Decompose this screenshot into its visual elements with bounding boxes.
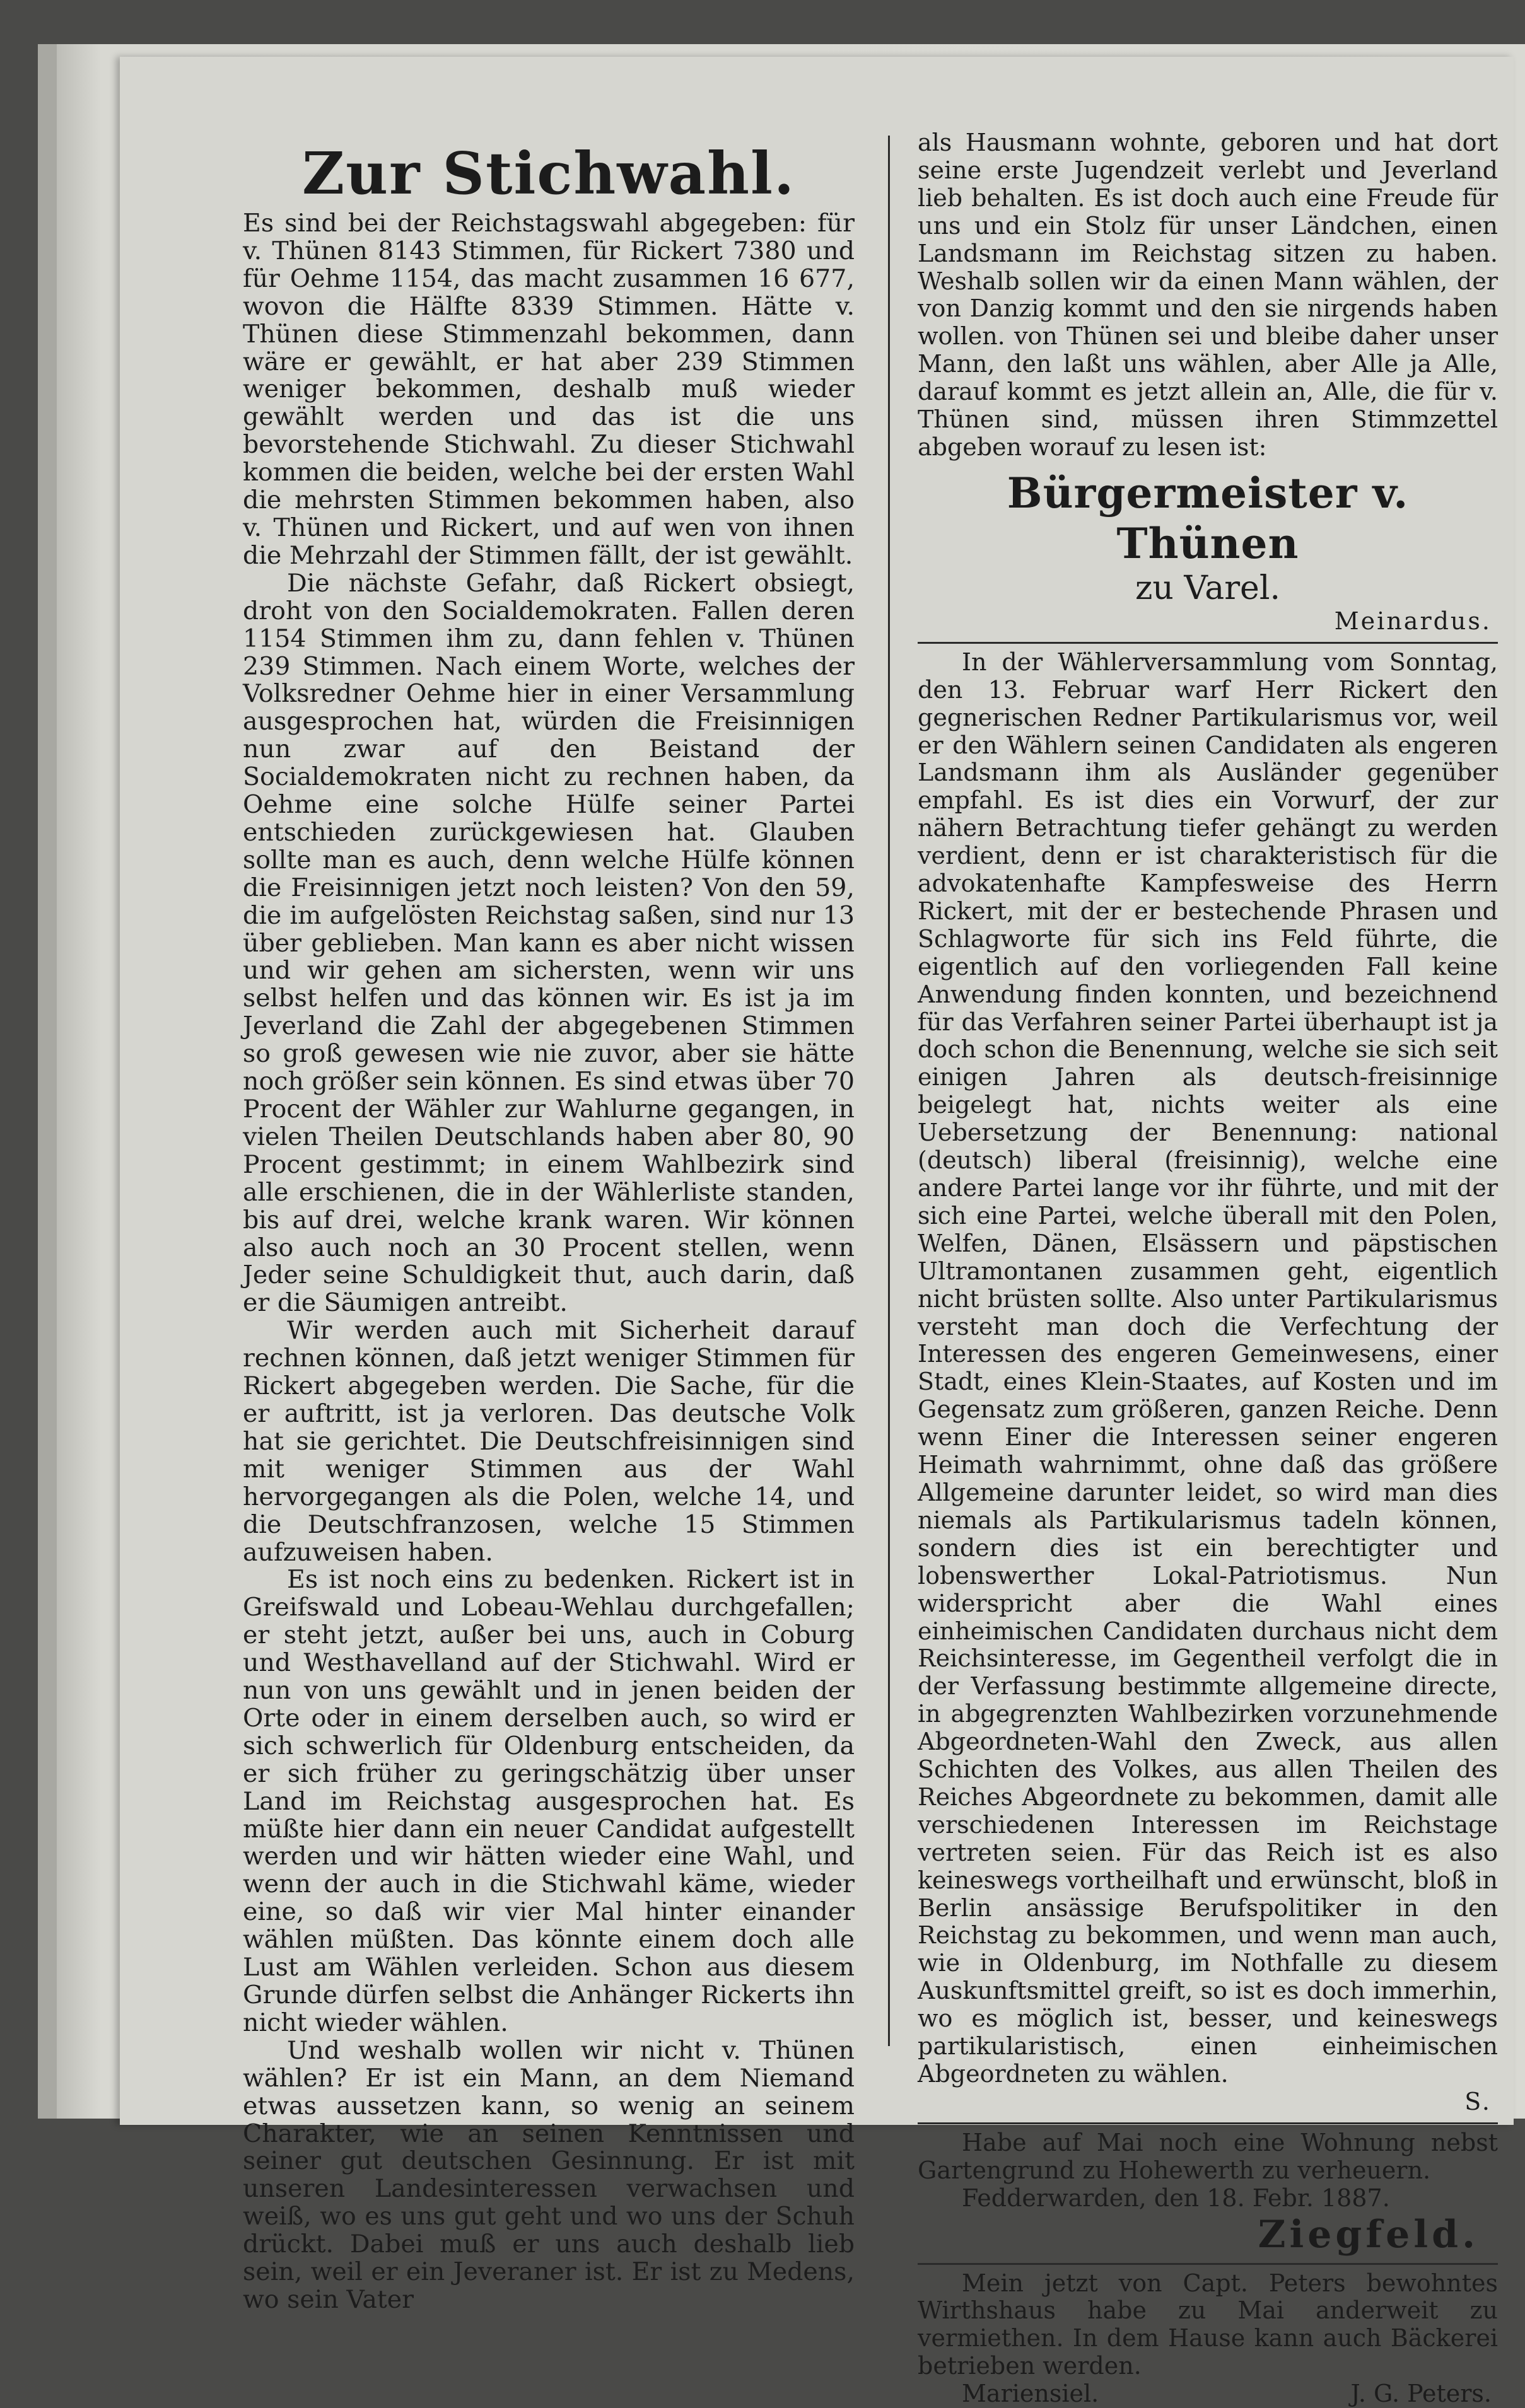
left-column — [243, 129, 855, 2314]
inn-ad-place: Mariensiel. — [962, 2380, 1099, 2408]
candidate-name: Bürgermeister v. Thünen — [1007, 468, 1409, 568]
separator-rule — [918, 642, 1498, 644]
article-paragraph: Es ist noch eins zu bedenken. Rickert ist in Greifswald und Lobeau-Wehlau durchgefallen; er steht jetzt, außer bei uns, auch in Coburg und Westhavelland auf der Stichwahl. Wird er nun von uns gewählt und in jenen beiden der Orte oder in einem derselben auch, so wird er sich schwerlich für Oldenburg entscheiden, da er sich früher zu geringschätzig über unser Land im Reichstag ausgesprochen hat. Es müßte hier dann ein neuer Candidat aufgestellt werden und wir hätten wieder eine Wahl, und wenn der auch in die Stichwahl käme, wieder eine, so daß wir vier Mal hinter einander wählen müßten. Das könnte einem doch alle Lust am Wählen verleiden. Schon aus diesem Grunde dürfen selbst die Anhänger Rickerts ihn nicht wieder wählen. — [243, 1565, 855, 2037]
candidate-place: zu Varel. — [1135, 569, 1280, 607]
article-paragraph: Es sind bei der Reichstagswahl abgegeben: für v. Thünen 8143 Stimmen, für Rickert 7380 und für Oehme 1154, das macht zusammen 16 677, wovon die Hälfte 8339 Stimmen. Hätte v. Thünen diese Stimmenzahl bekommen, dann wäre er gewählt, er hat aber 239 Stimmen weniger bekommen, deshalb muß wieder gewählt werden und das ist die uns bevorstehende Stichwahl. Zu dieser Stichwahl kommen die beiden, welche bei der ersten Wahl die mehrsten Stimmen bekommen haben, also v. Thünen und Rickert, und auf wen von ihnen die Mehrzahl der Stimmen fällt, der ist gewählt. — [243, 209, 855, 570]
article-signature: Meinardus. — [1334, 607, 1492, 635]
second-article-text: In der Wählerversammlung vom Sonntag, den 13. Februar warf Herr Rickert den gegnerischen Redner Partikularismus vor, weil er den Wählern seinen Candidaten als engeren Landsmann ihm als Ausländer gegenüber empfahl. Es ist dies ein Vorwurf, der zur nähern Betrachtung tiefer gehängt zu werden verdient, denn er ist charakteristisch für die advokatenhafte Kampfesweise des Herrn Rickert, mit der er bestechende Phrasen und Schlagworte für sich ins Feld führte, die eigentlich auf den vorliegenden Fall keine Anwendung finden konnten, und bezeichnend für das Verfahren seiner Partei überhaupt ist ja doch schon die Benennung, welche sie sich seit einigen Jahren als deutsch-freisinnige beigelegt hat, nichts weiter als eine Uebersetzung der Benennung: national (deutsch) liberal (freisinnig), welche eine andere Partei lange vor ihr führte, und mit der sich eine Partei, welche überall mit den Polen, Welfen, Dänen, Elsässern und päpstischen Ultramontanen zusammen geht, eigentlich nicht brüsten sollte. Also unter Partikularismus versteht man doch die Verfechtung der Interessen des engeren Gemeinwesens, einer Stadt, eines Klein-Staates, auf Kosten und im Gegensatz zum größeren, ganzen Reiche. Denn wenn Einer die Interessen seiner engeren Heimath wahrnimmt, ohne daß das größere Allgemeine darunter leidet, so wird man dies niemals als Partikularismus tadeln können, sondern dies ist ein berechtigter und lobenswerther Lokal-Patriotismus. Nun widerspricht aber die Wahl eines einheimischen Candidaten durchaus nicht dem Reichsinteresse, im Gegentheil verfolgt die in der Verfassung bestimmte allgemeine directe, in abgegrenzten Wahlbezirken vorzunehmende Abgeordneten-Wahl den Zweck, aus allen Schichten des Volkes, aus allen Theilen des Reiches Abgeordnete zu bekommen, damit alle verschiedenen Interessen im Reichstage vertreten seien. Für das Reich ist es also keineswegs vortheilhaft und erwünscht, bloß in Berlin ansässige Berufspolitiker in den Reichstag zu bekommen, und wenn man auch, wie in Oldenburg, im Nothfalle zu diesem Auskunftsmittel greift, so ist es doch immerhin, wo es möglich ist, besser, und keineswegs partikularistisch, einen einheimischen Abgeordneten zu wählen. — [918, 648, 1498, 2088]
article-paragraph: Wir werden auch mit Sicherheit darauf rechnen können, daß jetzt weniger Stimmen für Rickert abgegeben werden. Die Sache, für die er auftritt, ist ja verloren. Das deutsche Volk hat sie gerichtet. Die Deutschfreisinnigen sind mit weniger Stimmen aus der Wahl hervorgegangen als die Polen, welche 14, und die Deutschfranzosen, welche 15 Stimmen aufzuweisen haben. — [243, 1316, 855, 1567]
article-paragraph: Und weshalb wollen wir nicht v. Thünen wählen? Er ist ein Mann, an dem Niemand etwas aussetzen kann, so wenig an seinem Charakter, wie an seinen Kenntnissen und seiner gut deutschen Gesinnung. Er ist mit unseren Landesinteressen verwachsen und weiß, wo es uns gut geht und wo uns der Schuh drückt. Dabei muß er uns auch deshalb lieb sein, weil er ein Jeveraner ist. Er ist zu Medens, wo sein Vater — [243, 2035, 855, 2314]
inn-ad-footer — [918, 2380, 1498, 2408]
apartment-ad-dateline: Fedderwarden, den 18. Febr. 1887. — [962, 2184, 1390, 2212]
apartment-ad-text: Habe auf Mai noch eine Wohnung nebst Gartengrund zu Hohewerth zu verheuern. — [918, 2128, 1498, 2184]
inn-ad-signature: J. G. Peters. — [1350, 2380, 1492, 2408]
right-column — [918, 129, 1498, 2408]
article-headline: Zur Stichwahl. — [301, 139, 795, 207]
column-rule — [888, 136, 890, 2046]
separator-rule — [918, 2122, 1498, 2124]
apartment-ad-signature: Ziegfeld. — [1258, 2212, 1479, 2257]
separator-rule — [918, 2263, 1498, 2265]
article-paragraph: Die nächste Gefahr, daß Rickert obsiegt, droht von den Socialdemokraten. Fallen deren 1154 Stimmen ihm zu, dann fehlen v. Thünen 239 Stimmen. Nach einem Worte, welches der Volksredner Oehme hier in einer Versammlung ausgesprochen hat, würden die Freisinnigen nun zwar auf den Beistand der Socialdemokraten nicht zu rechnen haben, da Oehme eine solche Hülfe seiner Partei entschieden zurückgewiesen hat. Glauben sollte man es auch, denn welche Hülfe können die Freisinnigen jetzt noch leisten? Von den 59, die im aufgelösten Reichstag saßen, sind nur 13 über geblieben. Man kann es aber nicht wissen und wir gehen am sichersten, wenn wir uns selbst helfen und das können wir. Es ist ja im Jeverland die Zahl der abgegebenen Stimmen so groß gewesen wie nie zuvor, aber sie hätte noch größer sein können. Es sind etwas über 70 Procent der Wähler zur Wahlurne gegangen, in vielen Theilen Deutschlands haben aber 80, 90 Procent gestimmt; in einem Wahlbezirk sind alle erschienen, die in der Wählerliste standen, bis auf drei, welche krank waren. Wir können also auch noch an 30 Procent stellen, wenn Jeder seine Schuldigkeit thut, auch darin, daß er die Säumigen antreibt. — [243, 568, 855, 1318]
second-article-signature: S. — [1464, 2087, 1492, 2115]
article-continuation: als Hausmann wohnte, geboren und hat dort seine erste Jugendzeit verlebt und Jeverland lieb behalten. Es ist doch auch eine Freude für uns und ein Stolz für unser Ländchen, einen Landsmann im Reichstag sitzen zu haben. Weshalb sollen wir da einen Mann wählen, der von Danzig kommt und den sie nirgends haben wollen. von Thünen sei und bleibe daher unser Mann, den laßt uns wählen, aber Alle ja Alle, darauf kommt es jetzt allein an, Alle, die für v. Thünen sind, müssen ihren Stimmzettel abgeben worauf zu lesen ist: — [918, 129, 1498, 461]
inn-ad-text: Mein jetzt von Capt. Peters bewohntes Wirthshaus habe zu Mai anderweit zu vermiethen. In dem Hause kann auch Bäckerei betrieben werden. — [918, 2269, 1498, 2380]
